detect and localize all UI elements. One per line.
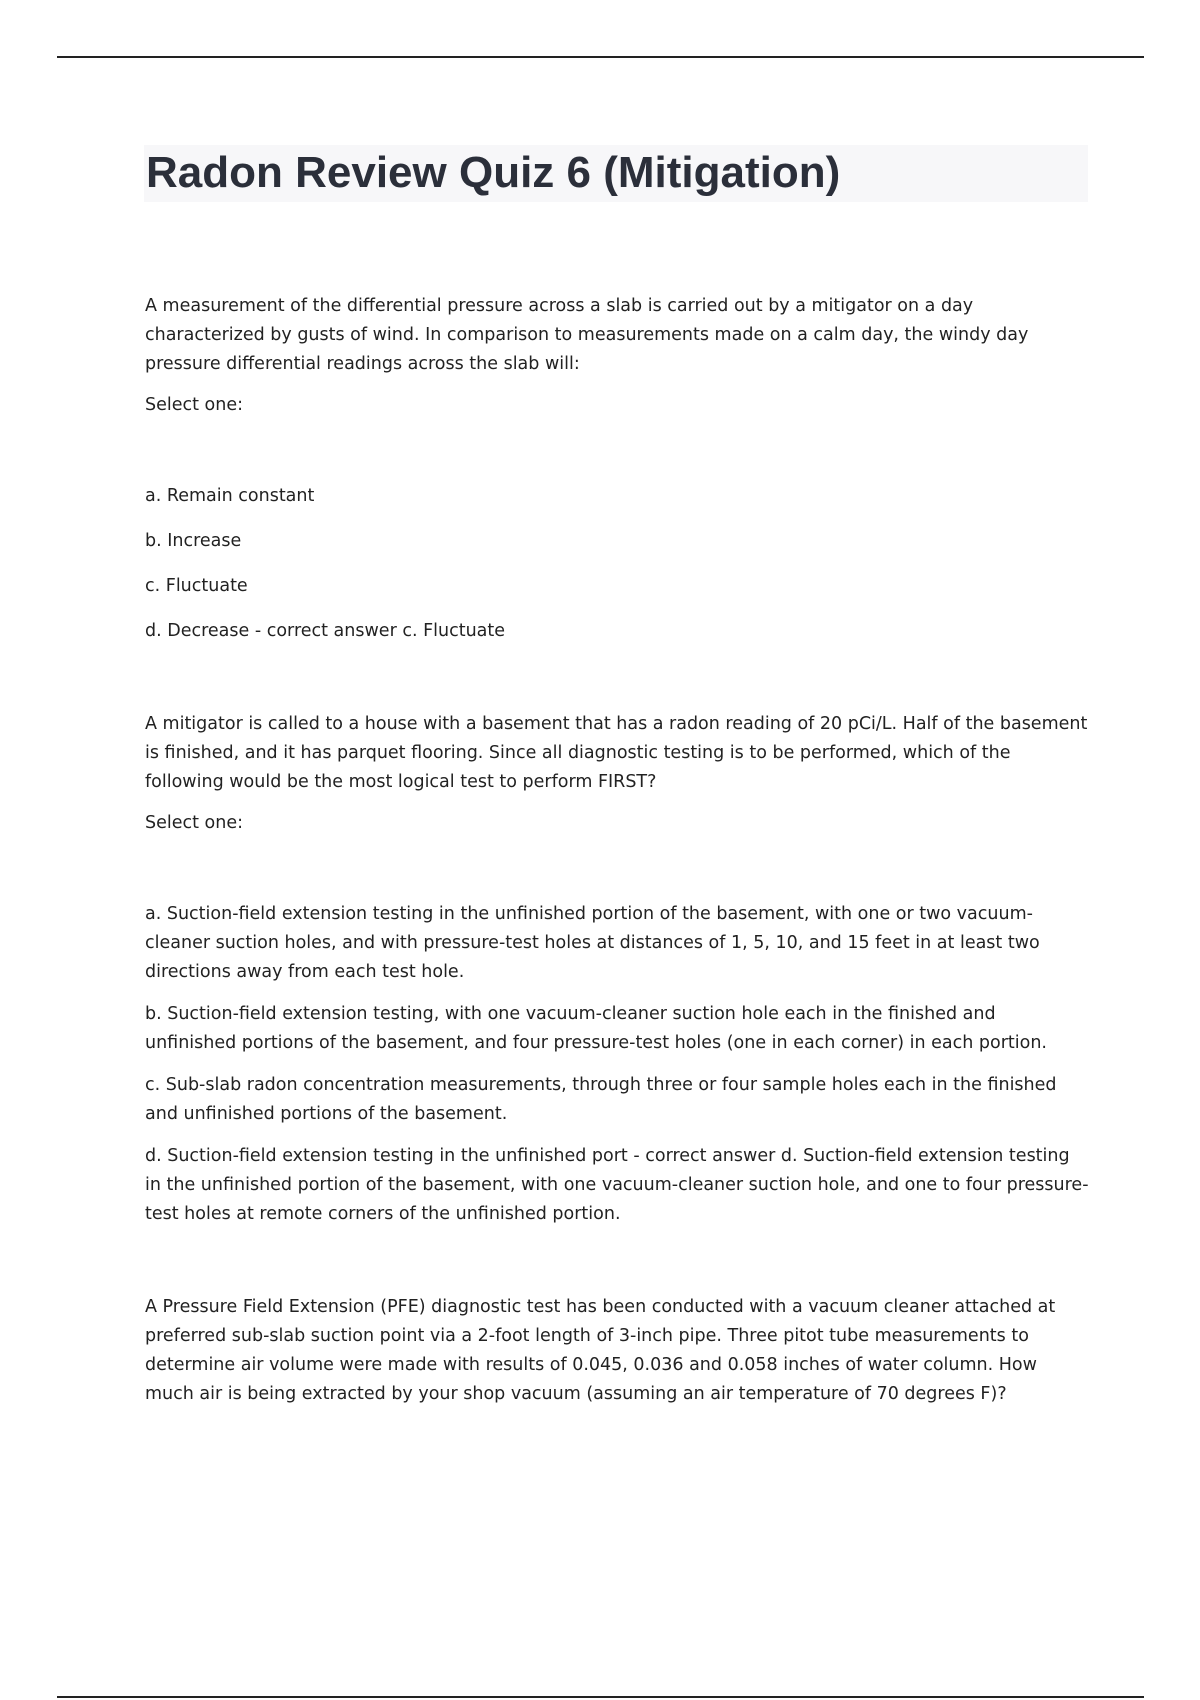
select-one-label: Select one: — [145, 395, 244, 415]
question-text: A measurement of the differential pressure across a slab is carried out by a mitigator on a day characterized by gusts of wind. In comparison to measurements made on a calm day, the windy day pressure differential readings across the slab will: — [145, 296, 1029, 374]
document-title: Radon Review Quiz 6 (Mitigation) — [146, 148, 841, 197]
option-c: c. Sub-slab radon concentration measurements, through three or four sample holes each in the finished and unfinished portions of the basement. — [145, 1075, 1057, 1124]
question-text: A mitigator is called to a house with a basement that has a radon reading of 20 pCi/L. Half of the basement is finished, and it has parquet flooring. Since all diagnostic testing is to be performed, which of the following would be the most logical test to perform FIRST? — [145, 714, 1088, 792]
option-a: a. Remain constant — [145, 486, 315, 506]
option-a: a. Suction-field extension testing in the unfinished portion of the basement, with one or two vacuum-cleaner suction holes, and with pressure-test holes at distances of 1, 5, 10, and 15 feet in at least two directions away from each test hole. — [145, 904, 1040, 982]
option-b: b. Suction-field extension testing, with one vacuum-cleaner suction hole each in the finished and unfinished portions of the basement, and four pressure-test holes (one in each corner) in each portion. — [145, 1004, 1047, 1053]
quiz-content — [145, 292, 1090, 1409]
page-bottom-rule — [57, 1696, 1144, 1698]
answer-options — [145, 482, 1090, 646]
answer-options — [145, 900, 1090, 1229]
select-one-label: Select one: — [145, 813, 244, 833]
option-d: d. Decrease - correct answer c. Fluctuate — [145, 621, 506, 641]
option-c: c. Fluctuate — [145, 576, 248, 596]
question-2 — [145, 710, 1090, 1229]
question-3 — [145, 1293, 1090, 1409]
page-top-rule — [57, 56, 1144, 58]
question-1 — [145, 292, 1090, 646]
option-b: b. Increase — [145, 531, 242, 551]
option-d: d. Suction-field extension testing in the unfinished port - correct answer d. Suction-field extension testing in the unfinished portion of the basement, with one vacuum-cleaner suction hole, and one to four pressure-test holes at remote corners of the unfinished portion. — [145, 1146, 1089, 1224]
question-text: A Pressure Field Extension (PFE) diagnostic test has been conducted with a vacuum cleaner attached at preferred sub-slab suction point via a 2-foot length of 3-inch pipe. Three pitot tube measurements to determine air volume were made with results of 0.045, 0.036 and 0.058 inches of water column. How much air is being extracted by your shop vacuum (assuming an air temperature of 70 degrees F)? — [145, 1297, 1056, 1404]
